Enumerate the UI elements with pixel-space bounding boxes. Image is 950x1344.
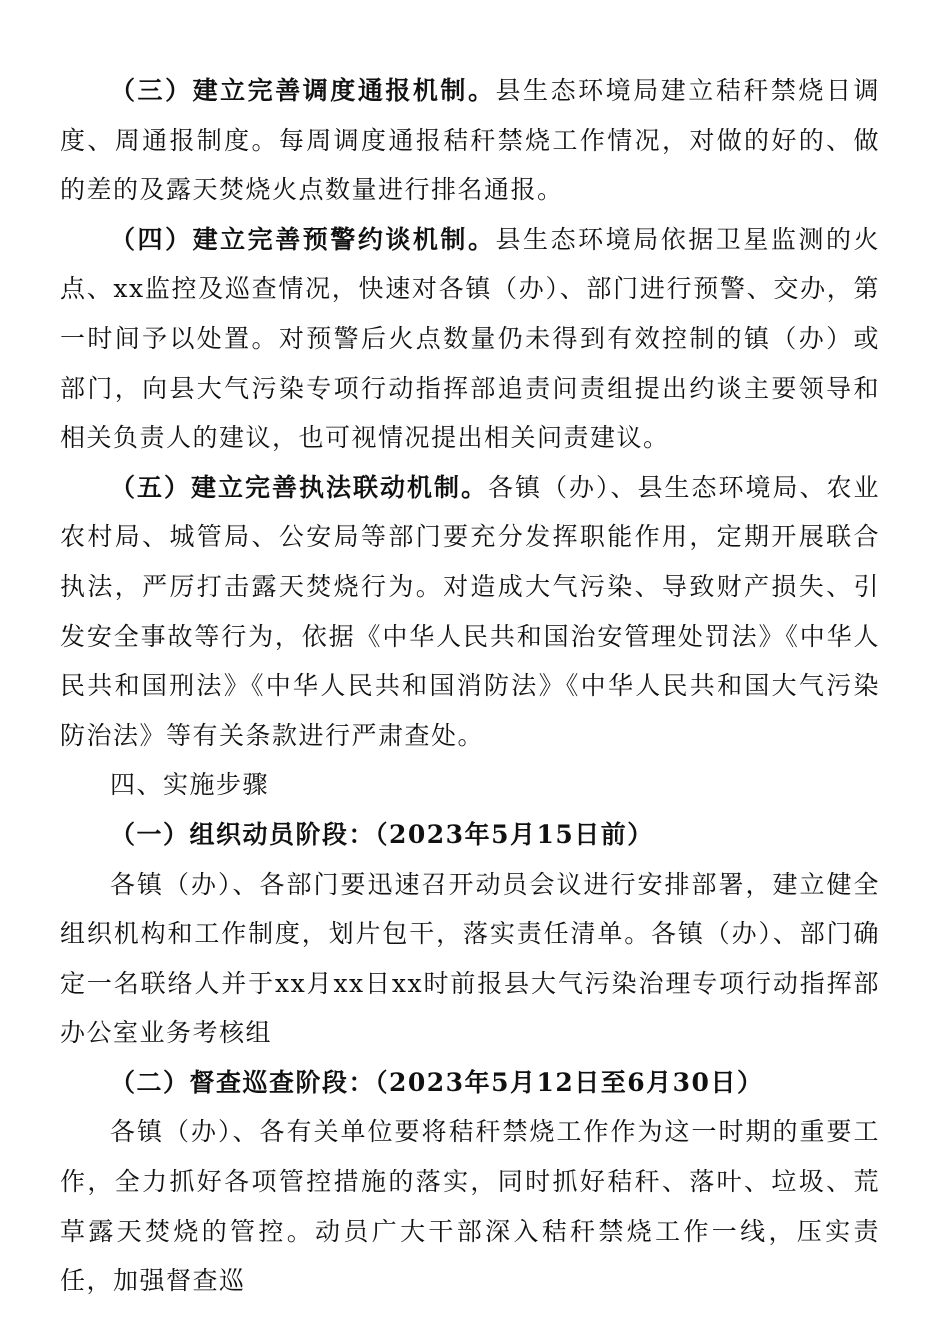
section-5-body: 各镇（办）、县生态环境局、农业农村局、城管局、公安局等部门要充分发挥职能作用，定期开展联合执法，严厉打击露天焚烧行为。对造成大气污染、导致财产损失、引发安全事故等行为，依据《中华人民共和国治安管理处罚法》《中华人民共和国刑法》《中华人民共和国消防法》《中华人民共和国大气污染防治法》等有关条款进行严肃查处。	[60, 472, 880, 750]
section-5-lead: （五）建立完善执法联动机制。	[110, 472, 488, 502]
section-4-lead: （四）建立完善预警约谈机制。	[110, 224, 496, 254]
section-4-body: 县生态环境局依据卫星监测的火点、xx监控及巡查情况，快速对各镇（办）、部门进行预警、交办，第一时间予以处置。对预警后火点数量仍未得到有效控制的镇（办）或部门，向县大气污染专项行动指挥部追责问责组提出约谈主要领导和相关负责人的建议，也可视情况提出相关问责建议。	[60, 224, 880, 453]
section-3-lead: （三）建立完善调度通报机制。	[110, 76, 496, 105]
part-4-title: 四、实施步骤	[110, 770, 270, 800]
stage-2-title: （二）督查巡查阶段：（2023年5月12日至6月30日）	[110, 1067, 764, 1097]
document-page	[60, 66, 880, 1306]
stage-2-body: 各镇（办）、各有关单位要将秸秆禁烧工作作为这一时期的重要工作，全力抓好各项管控措施的落实，同时抓好秸秆、落叶、垃圾、荒草露天焚烧的管控。动员广大干部深入秸秆禁烧工作一线，压实责任，加强督查巡	[60, 1117, 880, 1296]
stage-1-title: （一）组织动员阶段：（2023年5月15日前）	[110, 819, 654, 849]
stage-1-body: 各镇（办）、各部门要迅速召开动员会议进行安排部署，建立健全组织机构和工作制度，划片包干，落实责任清单。各镇（办）、部门确定一名联络人并于xx月xx日xx时前报县大气污染治理专项行动指挥部办公室业务考核组	[60, 869, 880, 1048]
section-4-paragraph	[60, 215, 880, 463]
section-5-paragraph	[60, 463, 880, 761]
section-3-paragraph	[60, 66, 880, 215]
section-3-body: 县生态环境局建立秸秆禁烧日调度、周通报制度。每周调度通报秸秆禁烧工作情况，对做的好的、做的差的及露天焚烧火点数量进行排名通报。	[60, 76, 880, 205]
